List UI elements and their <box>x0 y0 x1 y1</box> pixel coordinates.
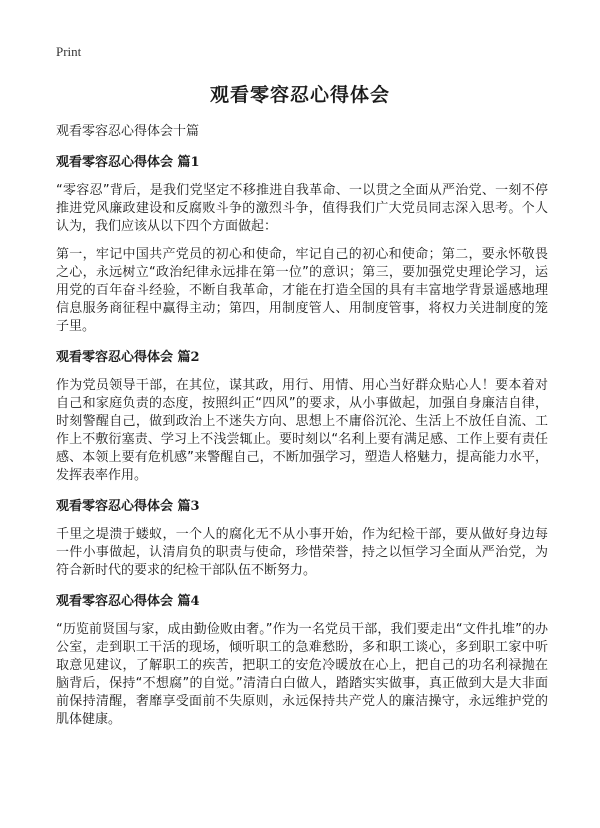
page-title: 观看零容忍心得体会 <box>209 84 390 106</box>
print-link[interactable]: Print <box>56 44 82 59</box>
section-4 <box>56 590 548 729</box>
paragraph: 千里之堤溃于蝼蚁，一个人的腐化无不从小事开始，作为纪检干部，要从做好身边每一件小事做起，认清肩负的职责与使命，珍惜荣誉，持之以恒学习全面从严治党，为符合新时代的要求的纪检干部队伍不断努力。 <box>56 527 548 578</box>
paragraph: 作为党员领导干部，在其位，谋其政，用行、用情、用心当好群众贴心人！要本着对自己和家庭负责的态度，按照纠正“四风”的要求，从小事做起，加强自身廉洁自律，时刻警醒自己，做到政治上不迷失方向、思想上不庸俗沉沦、生活上不放任自流、工作上不敷衍塞责、学习上不浅尝辄止。要时刻以“名利上要有满足感、工作上要有责任感、本领上要有危机感”来警醒自己，不断加强学习，塑造人格魅力，提高能力水平，发挥表率作用。 <box>56 378 548 483</box>
document-body <box>56 120 548 739</box>
section-1 <box>56 151 548 336</box>
section-heading: 观看零容忍心得体会 篇2 <box>56 350 200 365</box>
section-heading: 观看零容忍心得体会 篇1 <box>56 155 200 170</box>
section-3 <box>56 495 548 580</box>
section-2 <box>56 346 548 485</box>
paragraph: “历览前贤国与家，成由勤俭败由奢。”作为一名党员干部，我们要走出“文件扎堆”的办公室，走到职工干活的现场，倾听职工的急难愁盼，多和职工谈心，多到职工家中听取意见建议，了解职工的疾苦，把职工的安危冷暖放在心上，把自己的功名利禄抛在脑背后，保持“不想腐”的自觉。”清清白白做人，踏踏实实做事，真正做到大是大非面前保持清醒，奢靡享受面前不失原则，永远保持共产党人的廉洁操守，永远维护党的肌体健康。 <box>56 622 548 727</box>
document-subtitle: 观看零容忍心得体会十篇 <box>56 124 200 139</box>
paragraph: “零容忍”背后，是我们党坚定不移推进自我革命、一以贯之全面从严治党、一刻不停推进党风廉政建设和反腐败斗争的激烈斗争，值得我们广大党员同志深入思考。个人认为，我们应该从以下四个方面做起： <box>56 183 548 234</box>
section-heading: 观看零容忍心得体会 篇4 <box>56 594 200 609</box>
paragraph: 第一，牢记中国共产党员的初心和使命，牢记自己的初心和使命；第二，要永怀敬畏之心，永远树立“政治纪律永远排在第一位”的意识；第三，要加强党史理论学习，运用党的百年奋斗经验，不断自我革命，才能在打造全国的具有丰富地学背景遥感地理信息服务商征程中赢得主动；第四，用制度管人、用制度管事，将权力关进制度的笼子里。 <box>56 247 548 334</box>
section-heading: 观看零容忍心得体会 篇3 <box>56 499 200 514</box>
